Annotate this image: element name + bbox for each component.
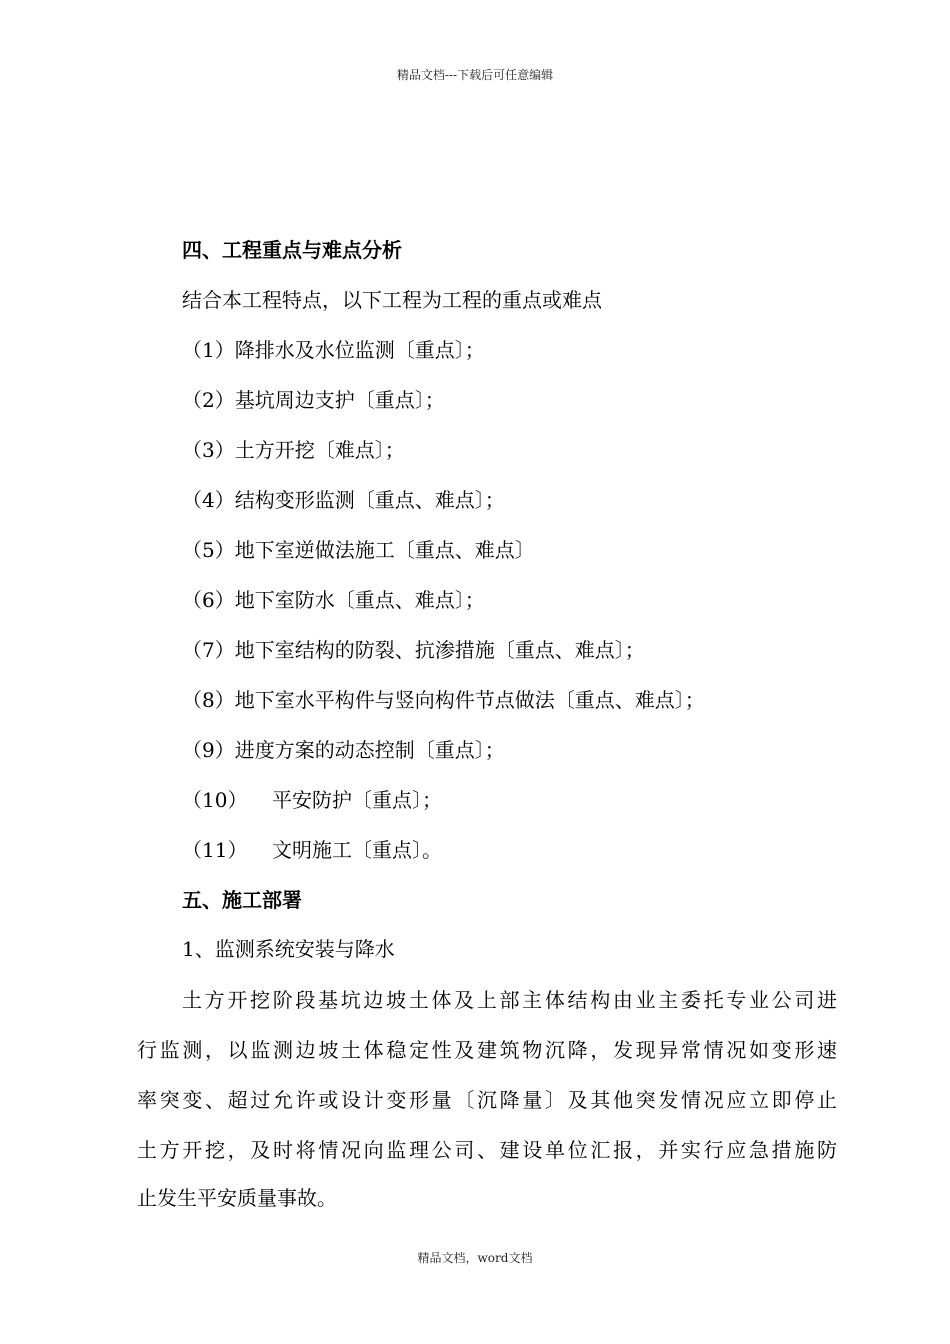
list-item [182,436,405,464]
list-item-number: （5） [182,538,235,562]
paragraph-line: 率突变、超过允许或设计变形量〔沉降量〕及其他突发情况应立即停止 [137,1088,837,1112]
list-item-text: 土方开挖〔难点〕； [234,438,405,462]
list-item [182,586,485,614]
list-item-text: 文明施工〔重点〕。 [272,838,442,862]
list-item [182,486,505,514]
paragraph-line: 土方开挖，及时将情况向监理公司、建设单位汇报，并实行应急措施防 [137,1138,837,1162]
paragraph-line: 行监测，以监测边坡土体稳定性及建筑物沉降，发现异常情况如变形速 [137,1038,837,1062]
list-item-number: （2） [182,388,235,412]
list-item [182,636,645,664]
list-item [182,686,705,714]
list-item [182,736,505,764]
list-item [182,536,535,564]
list-item-number: （3） [182,438,235,462]
list-item-number: （9） [182,738,235,762]
list-item-number: （11） [182,838,248,862]
section-4-intro: 结合本工程特点，以下工程为工程的重点或难点 [182,288,602,312]
list-item-text: 基坑周边支护〔重点〕； [234,388,445,412]
list-item-number: （8） [182,688,235,712]
list-item-text: 地下室逆做法施工〔重点、难点〕 [234,538,535,562]
paragraph-line: 止发生平安质量事故。 [137,1186,337,1210]
list-item-number: （1） [182,338,235,362]
section-5-title: 五、施工部署 [182,888,302,912]
list-item-text: 降排水及水位监测〔重点〕； [234,338,485,362]
section-5-subtitle: 1、监测系统安装与降水 [182,937,395,961]
page-header: 精品文档---下载后可任意编辑 [396,68,554,82]
list-item-number: （10） [182,788,248,812]
list-item [182,786,442,814]
list-item-number: （7） [182,638,235,662]
list-item [182,386,445,414]
section-4-title: 四、工程重点与难点分析 [182,238,402,262]
list-item-text: 进度方案的动态控制〔重点〕； [234,738,505,762]
paragraph-line: 土方开挖阶段基坑边坡土体及上部主体结构由业主委托专业公司进 [182,988,837,1012]
list-item-text: 平安防护〔重点〕； [272,788,442,812]
list-item-text: 地下室结构的防裂、抗渗措施〔重点、难点〕； [234,638,645,662]
list-item [182,336,485,364]
list-item-text: 地下室水平构件与竖向构件节点做法〔重点、难点〕； [234,688,705,712]
list-item [182,836,442,864]
page-footer: 精品文档，word文档 [417,1251,533,1265]
list-item-number: （4） [182,488,235,512]
list-item-number: （6） [182,588,235,612]
list-item-text: 结构变形监测〔重点、难点〕； [234,488,505,512]
list-item-text: 地下室防水〔重点、难点〕； [234,588,485,612]
